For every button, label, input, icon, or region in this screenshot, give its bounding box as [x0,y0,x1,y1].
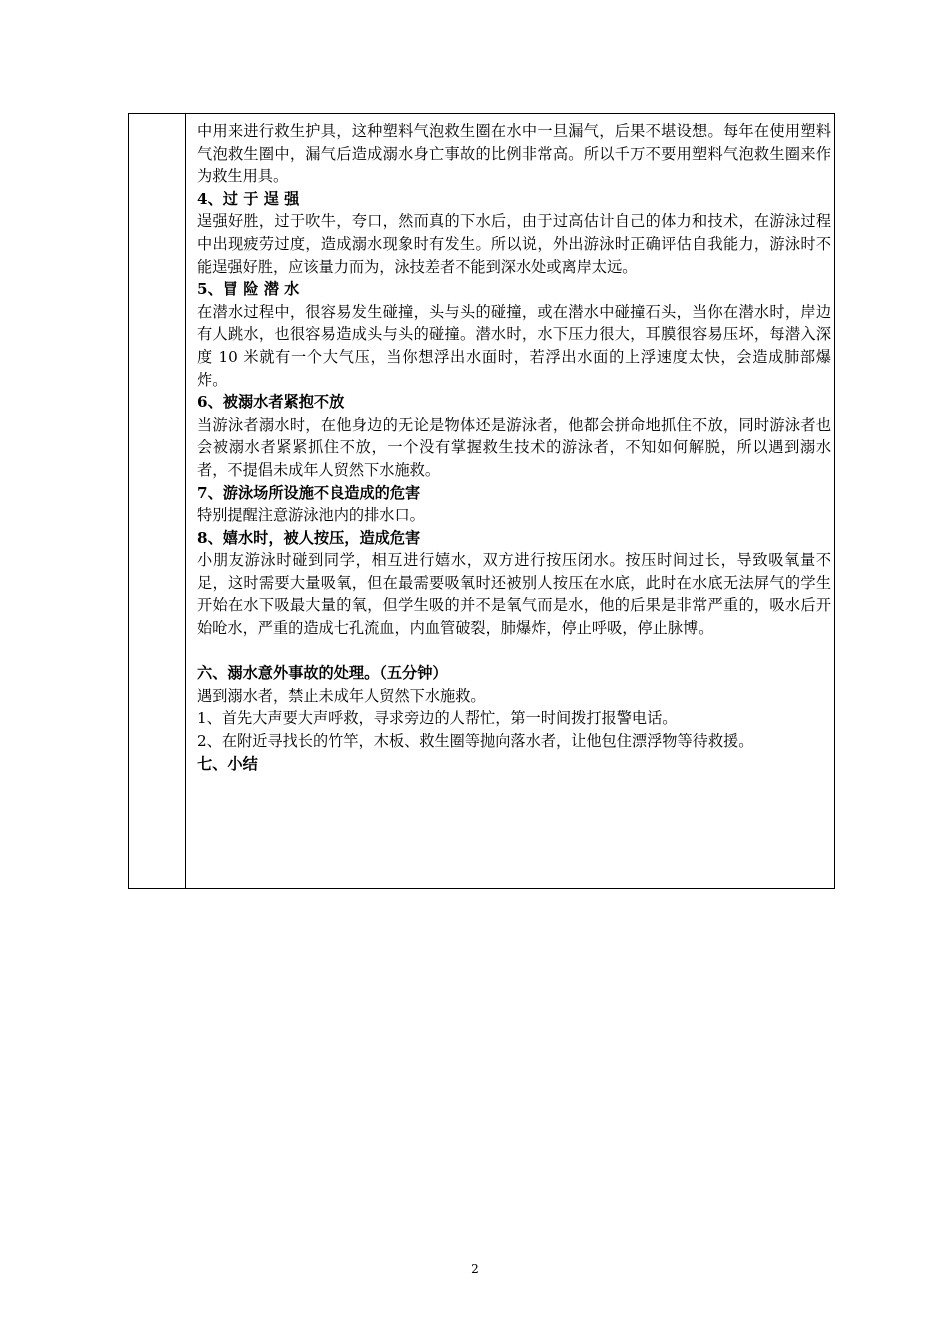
blank-line [197,640,831,663]
table-column-divider [185,114,186,888]
heading-overconfidence: 4、过 于 逞 强 [197,189,300,208]
heading-held-by-drowning: 6、被溺水者紧抱不放 [197,393,345,412]
paragraph-risky-diving: 在潜水过程中，很容易发生碰撞，头与头的碰撞，或在潜水中碰撞石头，当你在潜水时，岸边有人跳水，也很容易造成头与头的碰撞。潜水时，水下压力很大，耳膜很容易压坏，每潜入深度 10 米就有一个大气压，当你想浮出水面时，若浮出水面的上浮速度太快，会造成肺部爆炸。 [197,302,831,389]
lesson-table [128,113,835,889]
paragraph-handling-step-2: 2、在附近寻找长的竹竿，木板、救生圈等抛向落水者，让他包住漂浮物等待救援。 [197,732,754,751]
paragraph-overconfidence: 逞强好胜，过于吹牛，夸口，然而真的下水后，由于过高估计自己的体力和技术，在游泳过程中出现疲劳过度，造成溺水现象时有发生。所以说，外出游泳时正确评估自我能力，游泳时不能逞强好胜，应该量力而为，泳技差者不能到深水处或离岸太远。 [197,212,831,276]
heading-accident-handling: 六、溺水意外事故的处理。（五分钟） [197,664,448,683]
paragraph-handling-rule: 遇到溺水者，禁止未成年人贸然下水施救。 [197,686,486,705]
page-number: 2 [471,1262,479,1276]
heading-facility-hazard: 7、游泳场所设施不良造成的危害 [197,483,421,502]
paragraph-handling-step-1: 1、首先大声要大声呼救，寻求旁边的人帮忙，第一时间拨打报警电话。 [197,709,678,728]
heading-water-play: 8、嬉水时，被人按压，造成危害 [197,528,421,547]
paragraph-intro-continued: 中用来进行救生护具，这种塑料气泡救生圈在水中一旦漏气，后果不堪设想。每年在使用塑料气泡救生圈中，漏气后造成溺水身亡事故的比例非常高。所以千万不要用塑料气泡救生圈来作为救生用具。 [197,122,831,186]
paragraph-held-by-drowning: 当游泳者溺水时，在他身边的无论是物体还是游泳者，他都会拼命地抓住不放，同时游泳者也会被溺水者紧紧抓住不放，一个没有掌握救生技术的游泳者，不知如何解脱，所以遇到溺水者，不提倡未成年人贸然下水施救。 [197,415,831,479]
paragraph-water-play: 小朋友游泳时碰到同学，相互进行嬉水，双方进行按压闭水。按压时间过长，导致吸氧量不足，这时需要大量吸氧，但在最需要吸氧时还被别人按压在水底，此时在水底无法屏气的学生开始在水下吸最大量的氧，但学生吸的并不是氧气而是水，他的后果是非常严重的，吸水后开始呛水，严重的造成七孔流血，内血管破裂，肺爆炸，停止呼吸，停止脉博。 [197,551,831,638]
lesson-content-cell [197,120,831,775]
heading-summary: 七、小结 [197,754,258,773]
heading-risky-diving: 5、冒 险 潜 水 [197,280,300,299]
paragraph-facility-hazard: 特别提醒注意游泳池内的排水口。 [197,506,425,525]
